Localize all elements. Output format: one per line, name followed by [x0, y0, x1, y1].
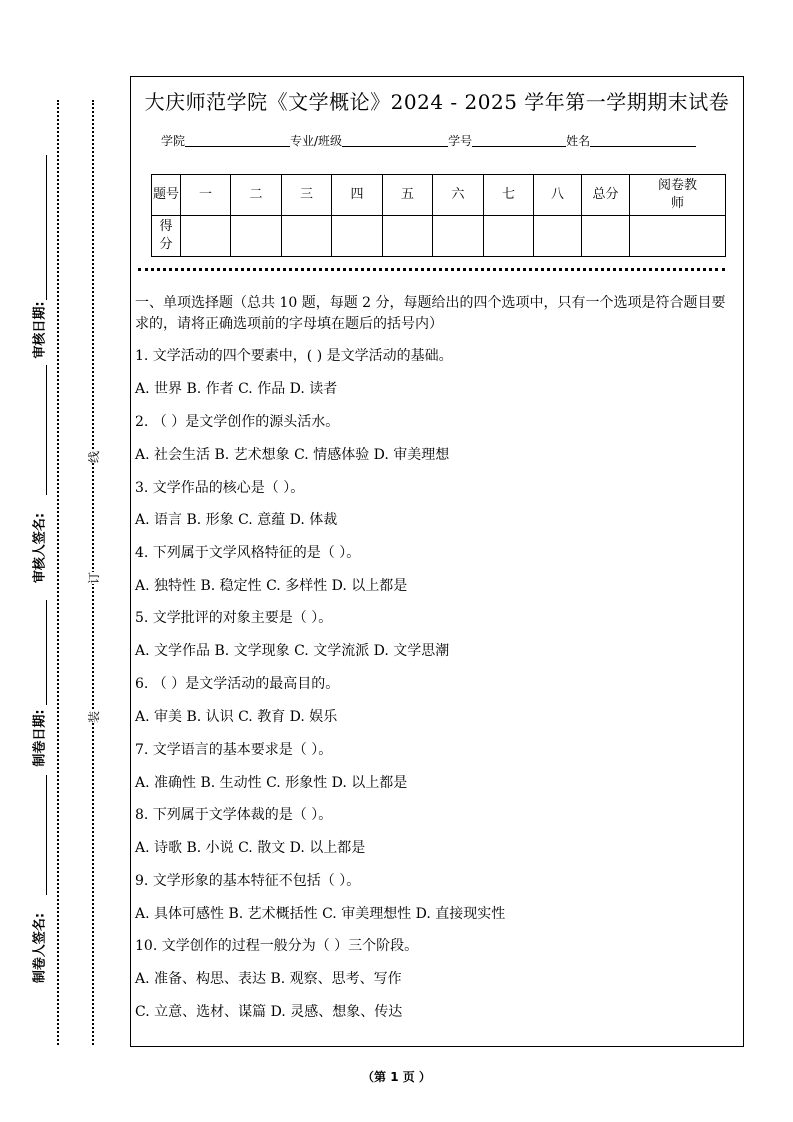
col-header: 一 — [181, 175, 231, 216]
question-9-options: A. 具体可感性 B. 艺术概括性 C. 审美理想性 D. 直接现实性 — [135, 906, 506, 922]
student-info-row — [161, 132, 696, 149]
review-date-label: 审核日期: — [32, 301, 48, 359]
question-7: 7. 文学语言的基本要求是（ ）。 — [135, 742, 333, 758]
college-blank[interactable] — [185, 134, 290, 147]
col-header: 四 — [332, 175, 383, 216]
score-cell[interactable] — [332, 216, 383, 257]
question-10: 10. 文学创作的过程一般分为（ ）三个阶段。 — [135, 938, 419, 954]
dotted-binding-line — [57, 100, 59, 1045]
margin-signature-line — [46, 775, 47, 895]
score-cell[interactable] — [484, 216, 534, 257]
student-id-blank[interactable] — [472, 134, 566, 147]
question-3: 3. 文学作品的核心是（ ）。 — [135, 480, 305, 496]
question-5: 5. 文学批评的对象主要是（ ）。 — [135, 610, 333, 626]
question-5-options: A. 文学作品 B. 文学现象 C. 文学流派 D. 文学思潮 — [135, 643, 450, 659]
total-score-header: 总分 — [582, 175, 630, 216]
question-8: 8. 下列属于文学体裁的是（ ）。 — [135, 807, 333, 823]
major-class-blank[interactable] — [342, 134, 448, 147]
student-id-label: 学号 — [448, 134, 473, 148]
score-cell[interactable] — [231, 216, 282, 257]
question-3-options: A. 语言 B. 形象 C. 意蕴 D. 体裁 — [135, 512, 338, 528]
question-1-options: A. 世界 B. 作者 C. 作品 D. 读者 — [135, 381, 338, 397]
margin-signature-line — [46, 155, 47, 300]
col-header: 五 — [383, 175, 433, 216]
total-score-cell[interactable] — [582, 216, 630, 257]
col-header: 七 — [484, 175, 534, 216]
exam-paper — [130, 76, 744, 1047]
grader-header: 阅卷教师 — [630, 175, 726, 216]
score-cell[interactable] — [282, 216, 332, 257]
bind-char-zhuang: 装 — [87, 710, 101, 724]
name-label: 姓名 — [566, 134, 591, 148]
question-8-options: A. 诗歌 B. 小说 C. 散文 D. 以上都是 — [135, 840, 366, 856]
question-4: 4. 下列属于文学风格特征的是（ ）。 — [135, 545, 361, 561]
bind-char-xian: 线 — [87, 450, 101, 464]
question-1: 1. 文学活动的四个要素中，( ) 是文学活动的基础。 — [135, 348, 453, 364]
score-table-header-row — [152, 175, 726, 216]
col-header: 三 — [282, 175, 332, 216]
question-2-options: A. 社会生活 B. 艺术想象 C. 情感体验 D. 审美理想 — [135, 447, 450, 463]
question-10-options-ab: A. 准备、构思、表达 B. 观察、思考、写作 — [135, 971, 402, 987]
exam-title: 大庆师范学院《文学概论》2024 - 2025 学年第一学期期末试卷 — [144, 90, 730, 114]
page-number: （第 1 页 ） — [362, 1070, 431, 1084]
make-date-label: 制卷日期: — [32, 709, 48, 767]
score-table — [151, 174, 726, 257]
question-6: 6. （ ）是文学活动的最高目的。 — [135, 676, 340, 692]
question-7-options: A. 准确性 B. 生动性 C. 形象性 D. 以上都是 — [135, 775, 408, 791]
question-10-options-cd: C. 立意、选材、谋篇 D. 灵感、想象、传达 — [135, 1004, 403, 1020]
question-9: 9. 文学形象的基本特征不包括（ ）。 — [135, 873, 361, 889]
margin-signature-line — [46, 365, 47, 495]
score-table-score-row — [152, 216, 726, 257]
col-header: 二 — [231, 175, 282, 216]
col-header: 六 — [433, 175, 484, 216]
margin-signature-line — [46, 600, 47, 705]
score-cell[interactable] — [534, 216, 582, 257]
major-class-label: 专业/班级 — [290, 134, 343, 148]
score-cell[interactable] — [383, 216, 433, 257]
dotted-separator — [138, 268, 725, 271]
score-cell[interactable] — [181, 216, 231, 257]
score-row-label: 得分 — [152, 216, 181, 257]
maker-sign-label: 制卷人签名: — [32, 912, 48, 984]
score-cell[interactable] — [433, 216, 484, 257]
bind-char-ding: 订 — [87, 571, 101, 585]
question-4-options: A. 独特性 B. 稳定性 C. 多样性 D. 以上都是 — [135, 578, 408, 594]
grader-cell[interactable] — [630, 216, 726, 257]
reviewer-sign-label: 审核人签名: — [32, 512, 48, 584]
question-2: 2. （ ）是文学创作的源头活水。 — [135, 414, 340, 430]
question-number-label: 题号 — [152, 175, 181, 216]
col-header: 八 — [534, 175, 582, 216]
name-blank[interactable] — [590, 134, 696, 147]
college-label: 学院 — [161, 134, 186, 148]
question-6-options: A. 审美 B. 认识 C. 教育 D. 娱乐 — [135, 709, 338, 725]
section1-intro: 一、单项选择题（总共 10 题，每题 2 分，每题给出的四个选项中，只有一个选项是符合题目要求的，请将正确选项前的字母填在题后的括号内） — [135, 295, 726, 332]
